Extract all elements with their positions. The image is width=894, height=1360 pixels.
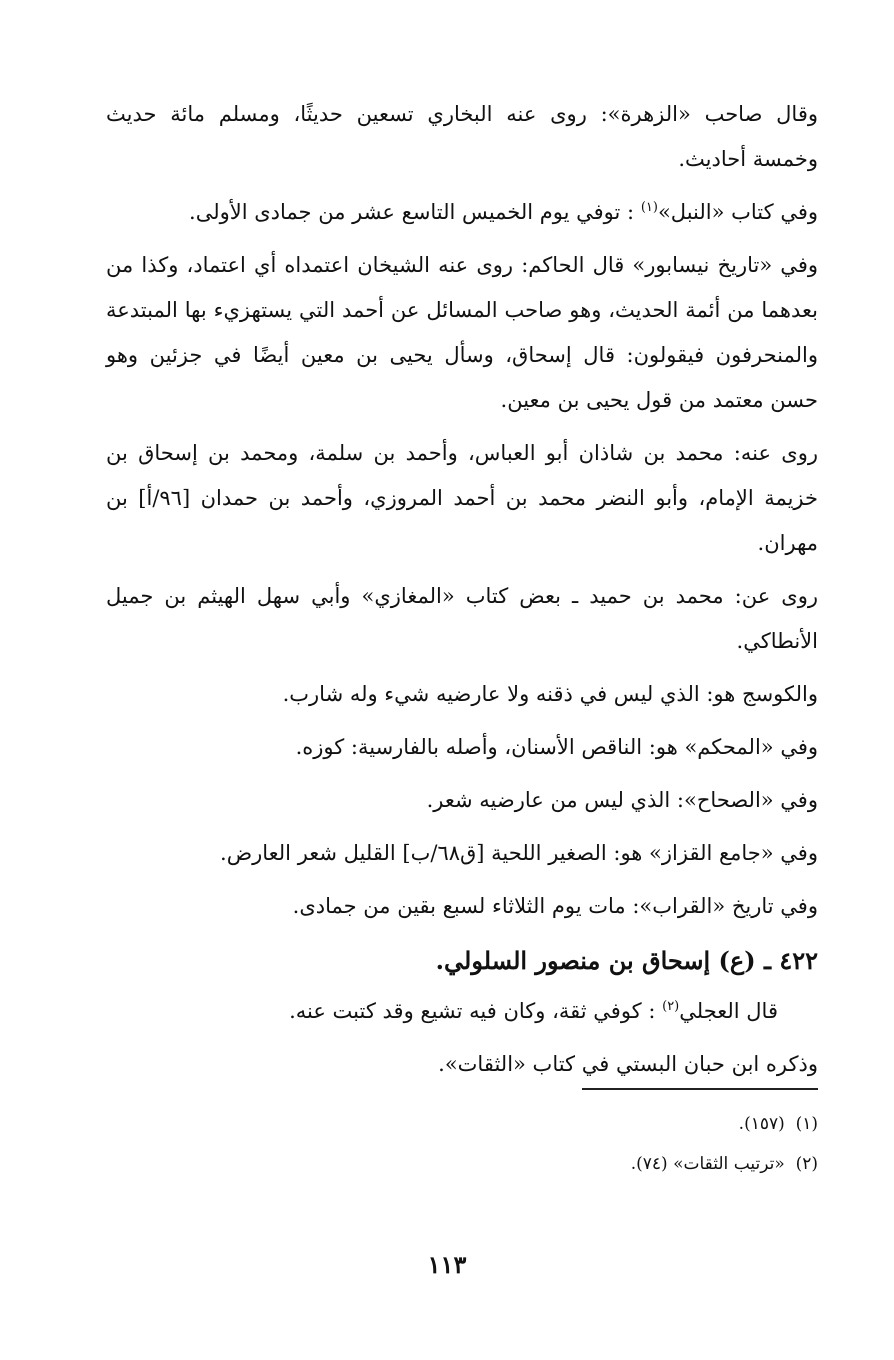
paragraph-narrated-from-him: روى عنه: محمد بن شاذان أبو العباس، وأحمد بن سلمة، ومحمد بن إسحاق بن خزيمة الإمام، وأبو النضر محمد بن أحمد المروزي، وأحمد بن حمدان [٩٦/أ] بن مهران. [106, 441, 819, 555]
footnote-1 [106, 1104, 818, 1144]
paragraph-zahra: وقال صاحب «الزهرة»: روى عنه البخاري تسعين حديثًا، ومسلم مائة حديث وخمسة أحاديث. [106, 102, 818, 171]
entry-heading: ٤٢٢ ـ (ع) إسحاق بن منصور السلولي. [435, 946, 818, 975]
paragraph-qurrab: وفي تاريخ «القراب»: مات يوم الثلاثاء لسبع بقين من جمادى. [292, 894, 818, 918]
footnote-ref-2[interactable]: (٢) [662, 999, 680, 1014]
paragraph-qazzaz: وفي «جامع القزاز» هو: الصغير اللحية [ق٦٨/ب] القليل شعر العارض. [220, 841, 818, 865]
footnote-ref-1[interactable]: (١) [640, 200, 658, 215]
paragraph-kawsaj: والكوسج هو: الذي ليس في ذقنه ولا عارضيه شيء وله شارب. [282, 682, 818, 706]
paragraph-ijli [106, 989, 818, 1034]
footnote-1-marker: (١) [795, 1114, 818, 1134]
page-body [106, 92, 818, 1095]
page-number: ١١٣ [427, 1250, 467, 1279]
footnotes [106, 1104, 818, 1184]
paragraph-narrated-from: روى عن: محمد بن حميد ـ بعض كتاب «المغازي» وأبي سهل الهيثم بن جميل الأنطاكي. [106, 584, 818, 653]
paragraph-ibn-hibban: وذكره ابن حبان البستي في كتاب «الثقات». [438, 1052, 818, 1076]
paragraph-sihah: وفي «الصحاح»: الذي ليس من عارضيه شعر. [426, 788, 818, 812]
paragraph-nubl [106, 190, 818, 235]
paragraph-nisabur: وفي «تاريخ نيسابور» قال الحاكم: روى عنه الشيخان اعتمداه أي اعتماد، وكذا من بعدهما من أئمة الحديث، وهو صاحب المسائل عن أحمد التي يستهزيء بها المبتدعة والمنحرفون فيقولون: قال إسحاق، وسأل يحيى بن معين أيضًا في جزئين وهو حسن معتمد من قول يحيى بن معين. [106, 253, 818, 412]
footnote-divider [582, 1088, 818, 1090]
footnote-1-text: (١٥٧). [738, 1114, 785, 1134]
paragraph-muhkam: وفي «المحكم» هو: الناقص الأسنان، وأصله بالفارسية: كوزه. [295, 735, 818, 759]
footnote-2-marker: (٢) [795, 1154, 818, 1174]
paragraph-ijli-after: : كوفي ثقة، وكان فيه تشيع وقد كتبت عنه. [289, 999, 663, 1023]
paragraph-ijli-before: قال العجلي [679, 999, 778, 1023]
paragraph-nubl-after: : توفي يوم الخميس التاسع عشر من جمادى الأولى. [189, 200, 641, 224]
footnote-2-text: «ترتيب الثقات» (٧٤). [630, 1154, 785, 1174]
paragraph-nubl-before: وفي كتاب «النبل» [657, 200, 818, 224]
footnote-2 [106, 1144, 818, 1184]
